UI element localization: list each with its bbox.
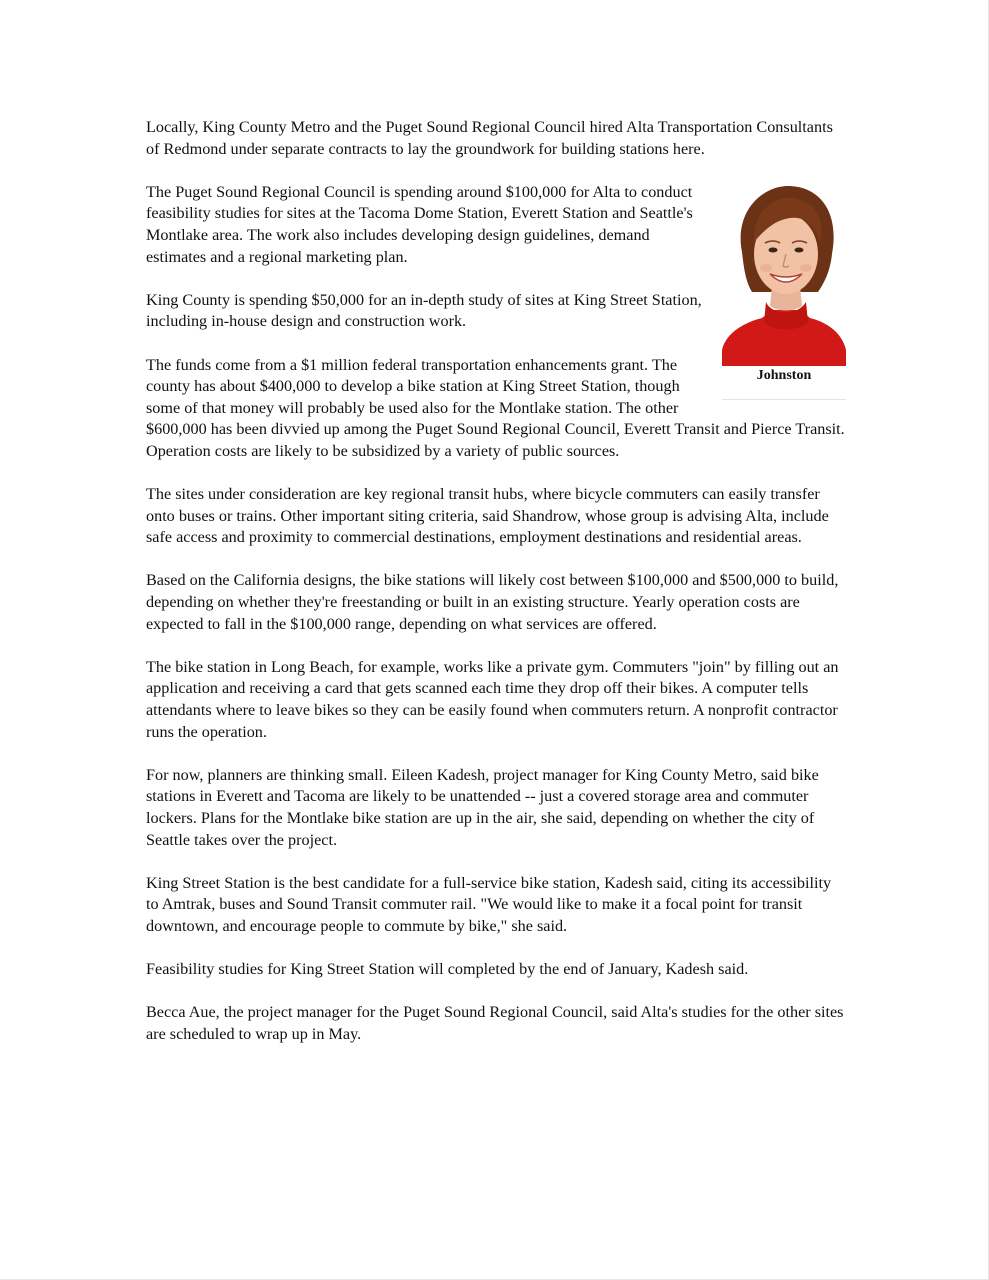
paragraph-7: The bike station in Long Beach, for example, works like a private gym. Commuters "join" by filling out an application and receiving a card that gets scanned each time they drop off their bikes. A computer tells attendants where to leave bikes so they can be easily found when commuters return. A nonprofit contractor runs the operation. (146, 657, 839, 741)
photo-figure (722, 182, 846, 400)
paragraph-10: Feasibility studies for King Street Station will completed by the end of January, Kadesh said. (146, 960, 749, 979)
paragraph-3: King County is spending $50,000 for an in-depth study of sites at King Street Station, including in-house design and construction work. (146, 290, 702, 331)
paragraph-8: For now, planners are thinking small. Eileen Kadesh, project manager for King County Metro, said bike stations in Everett and Tacoma are likely to be unattended -- just a covered storage area and commuter lockers. Plans for the Montlake bike station are up in the air, she said, depending on whether the city of Seattle takes over the project. (146, 765, 819, 849)
paragraph-2: The Puget Sound Regional Council is spending around $100,000 for Alta to conduct feasibility studies for sites at the Tacoma Dome Station, Everett Station and Seattle's Montlake area. The work also includes developing design guidelines, demand estimates and a regional marketing plan. (146, 182, 693, 266)
paragraph-9: King Street Station is the best candidate for a full-service bike station, Kadesh said, citing its accessibility to Amtrak, buses and Sound Transit commuter rail. "We would like to make it a focal point for transit downtown, and encourage people to commute by bike," she said. (146, 873, 832, 935)
paragraph-5: The sites under consideration are key regional transit hubs, where bicycle commuters can easily transfer onto buses or trains. Other important siting criteria, said Shandrow, whose group is advising Alta, include safe access and proximity to commercial destinations, employment destinations and residential areas. (146, 485, 829, 547)
portrait-photo (722, 182, 846, 366)
article-body (146, 117, 846, 1067)
paragraph-1: Locally, King County Metro and the Puget Sound Regional Council hired Alta Transportation Consultants of Redmond under separate contracts to lay the groundwork for building stations here. (146, 118, 833, 158)
paragraph-4: The funds come from a $1 million federal transportation enhancements grant. The county has about $400,000 to develop a bike station at King Street Station, though some of that money will probably be used also for the Montlake station. The other $600,000 has been divvied up among the Puget Sound Regional Council, Everett Transit and Pierce Transit. Operation costs are likely to be subsidized by a variety of public sources. (146, 355, 845, 460)
paragraph-11: Becca Aue, the project manager for the Puget Sound Regional Council, said Alta's studies for the other sites are scheduled to wrap up in May. (146, 1003, 844, 1043)
paragraph-6: Based on the California designs, the bike stations will likely cost between $100,000 and $500,000 to build, depending on whether they're freestanding or built in an existing structure. Yearly operation costs are expected to fall in the $100,000 range, depending on what services are offered. (146, 571, 839, 633)
photo-caption: Johnston (756, 367, 812, 383)
